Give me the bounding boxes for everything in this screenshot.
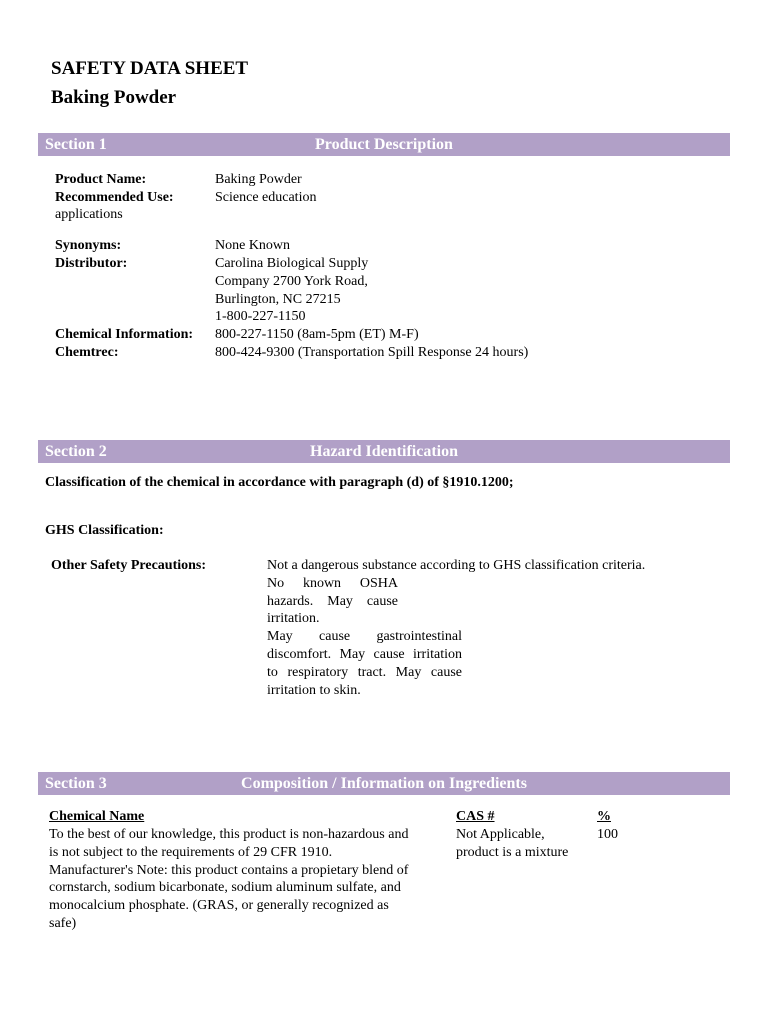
recommended-use-value: Science education (215, 190, 317, 205)
chemical-information-label: Chemical Information: (55, 327, 194, 342)
chemtrec-value: 800-424-9300 (Transportation Spill Response 24 hours) (215, 345, 529, 360)
synonyms-value: None Known (215, 238, 291, 253)
precaution-line: No known OSHA (267, 575, 398, 591)
product-name-label: Product Name: (55, 172, 147, 187)
precaution-line: Not a dangerous substance according to GHS classification criteria. (267, 558, 646, 573)
precaution-line: May cause gastrointestinal (267, 629, 462, 645)
distributor-line: Carolina Biological Supply (215, 256, 369, 271)
other-safety-precautions-label: Other Safety Precautions: (51, 558, 207, 573)
recommended-use-continuation: applications (55, 207, 123, 222)
document-title: SAFETY DATA SHEET (51, 58, 249, 79)
section-2-bar (38, 440, 730, 463)
section-number: Section 2 (45, 443, 107, 460)
section-number: Section 3 (45, 775, 107, 792)
distributor-address (215, 255, 368, 326)
classification-statement: Classification of the chemical in accordance with paragraph (d) of §1910.1200; (45, 475, 514, 490)
column-header-chemical-name: Chemical Name (49, 809, 145, 824)
recommended-use-label: Recommended Use: (55, 190, 174, 205)
column-header-percent: % (597, 809, 611, 824)
distributor-line: 1-800-227-1150 (215, 309, 306, 325)
column-header-cas: CAS # (456, 809, 495, 824)
precaution-line: irritation to skin. (267, 682, 361, 698)
distributor-label: Distributor: (55, 256, 128, 271)
chemtrec-label: Chemtrec: (55, 345, 119, 360)
chemical-name-line: monocalcium phosphate. (GRAS, or generally recognized as (49, 898, 389, 914)
precaution-line: discomfort. May cause irritation (267, 646, 462, 662)
section-title: Product Description (315, 136, 453, 153)
precaution-line: hazards. May cause (267, 593, 398, 609)
chemical-name-line: is not subject to the requirements of 29 CFR 1910. (49, 844, 333, 860)
product-subtitle: Baking Powder (51, 87, 177, 108)
distributor-line: Burlington, NC 27215 (215, 291, 341, 307)
chemical-name-line: To the best of our knowledge, this product is non-hazardous and (49, 827, 409, 842)
chemical-name-text (49, 826, 408, 933)
cas-line: Not Applicable, (456, 827, 545, 842)
section-title: Composition / Information on Ingredients (241, 775, 527, 792)
chemical-name-line: Manufacturer's Note: this product contains a propietary blend of (49, 862, 409, 878)
distributor-line: Company 2700 York Road, (215, 273, 368, 289)
synonyms-label: Synonyms: (55, 238, 122, 253)
other-safety-precautions-text (267, 557, 645, 699)
section-1-bar (38, 133, 730, 156)
ghs-classification-label: GHS Classification: (45, 523, 164, 538)
section-number: Section 1 (45, 136, 107, 153)
section-3-bar (38, 772, 730, 795)
cas-number-text (456, 826, 568, 862)
cas-line: product is a mixture (456, 844, 569, 860)
chemical-information-value: 800-227-1150 (8am-5pm (ET) M-F) (215, 327, 419, 342)
chemical-name-line: cornstarch, sodium bicarbonate, sodium aluminum sulfate, and (49, 880, 401, 896)
precaution-line: irritation. (267, 611, 320, 627)
precaution-line: to respiratory tract. May cause (267, 664, 462, 680)
percent-value: 100 (597, 827, 618, 842)
section-title: Hazard Identification (310, 443, 458, 460)
chemical-name-line: safe) (49, 915, 77, 931)
product-name-value: Baking Powder (215, 172, 302, 187)
